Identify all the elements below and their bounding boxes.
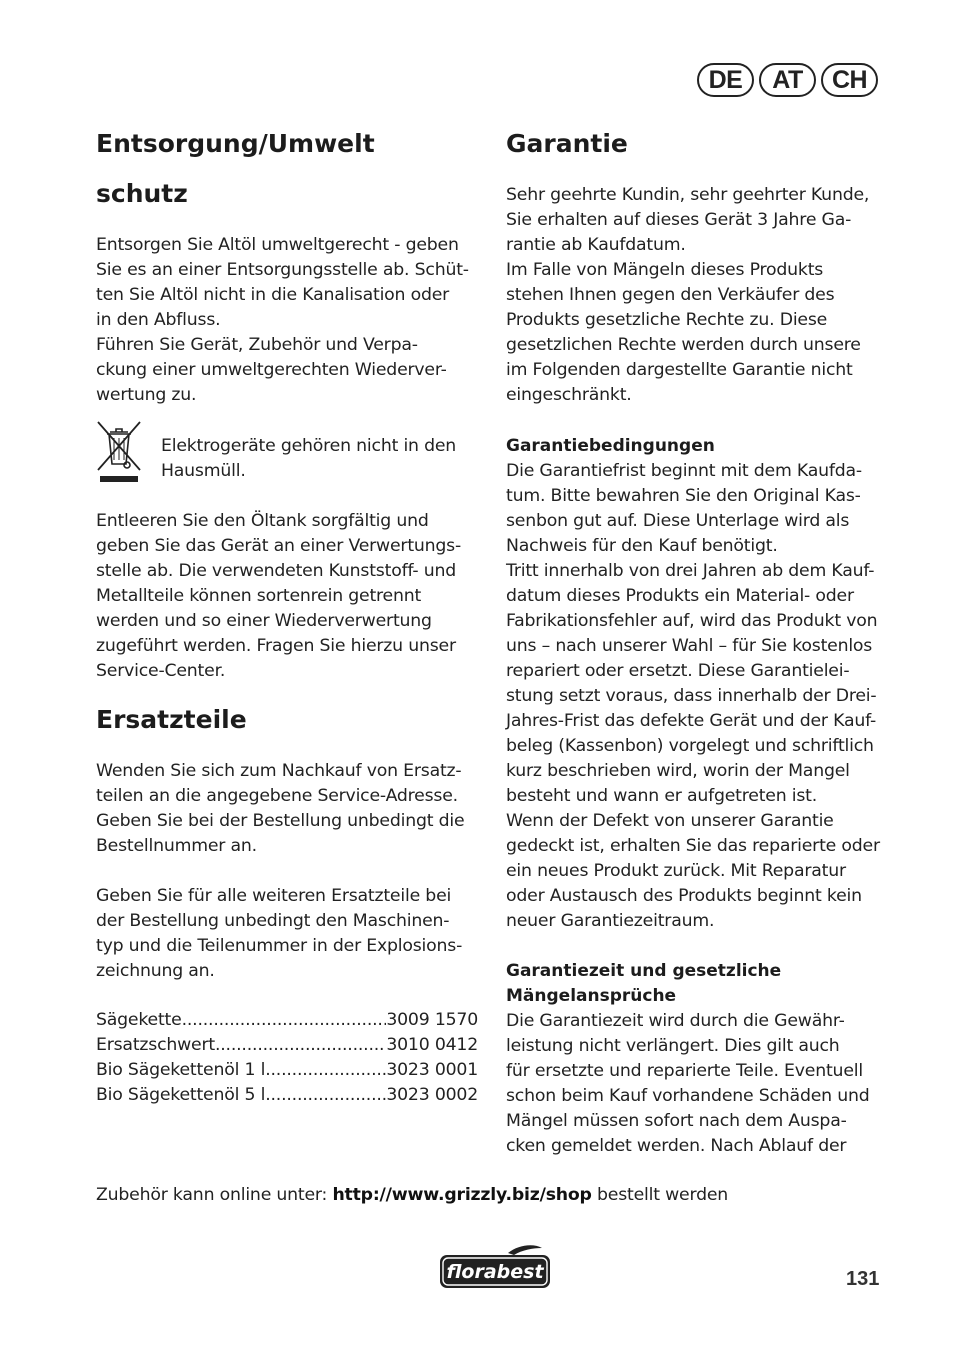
- list-item: [96, 1058, 478, 1083]
- badge-at: AT: [759, 63, 816, 97]
- part-number: 3010 0412: [386, 1035, 478, 1055]
- list-item: [96, 1033, 478, 1058]
- period-paragraph: Die Garantiezeit wird durch die Gewähr- leistung nicht verlängert. Dies gilt auch für ersetzte und reparierte Teile. Eventuell schon beim Kauf vorhandene Schäden und Mängel müssen sofort nach dem Auspa- cken gemeldet werden. Nach Ablauf der: [506, 1011, 870, 1156]
- weee-text: Elektrogeräte gehören nicht in den Hausmüll.: [161, 436, 457, 481]
- heading-disposal-cont: schutz: [96, 179, 188, 208]
- tank-paragraph: Entleeren Sie den Öltank sorgfältig und geben Sie das Gerät an einer Verwertungs- stelle ab. Die verwendeten Kunststoff- und Metallteile können sortenrein getrennt werden und so einer Wiederverwertung zugeführt werden. Fragen Sie hierzu unser Service-Center.: [96, 511, 462, 681]
- dot-leader: [265, 1058, 386, 1083]
- heading-disposal: Entsorgung/Umwelt: [96, 129, 375, 158]
- part-name: Bio Sägekettenöl 1 l: [96, 1060, 266, 1080]
- heading-warranty: Garantie: [506, 129, 628, 158]
- spare-parts-list: [96, 1008, 478, 1108]
- part-number: 3009 1570: [386, 1010, 478, 1030]
- badge-de: DE: [697, 63, 754, 97]
- country-badges: [697, 63, 878, 97]
- dot-leader: [182, 1008, 387, 1033]
- page-number: 131: [846, 1268, 880, 1290]
- part-name: Bio Sägekettenöl 5 l: [96, 1085, 266, 1105]
- list-item: [96, 1083, 478, 1108]
- list-item: [96, 1008, 478, 1033]
- conditions-paragraph: Die Garantiefrist beginnt mit dem Kaufda- tum. Bitte bewahren Sie den Original Kas- senbon gut auf. Diese Unterlage wird als Nachweis für den Kauf benötigt. Tritt innerhalb von drei Jahren ab dem Kauf- datum dieses Produkts ein Material- oder Fabrikationsfehler auf, wird das Produkt von uns – nach unserer Wahl – für Sie kostenlos repariert oder ersetzt. Diese Garantielei- stung setzt voraus, dass innerhalb der Drei- Jahres-Frist das defekte Gerät und der Kauf- beleg (Kassenbon) vorgelegt und schriftlich kurz beschrieben wird, worin der Mangel besteht und wann er aufgetreten ist. Wenn der Defekt von unserer Garantie gedeckt ist, erhalten Sie das reparierte oder ein neues Produkt zurück. Mit Reparatur oder Austausch des Produkts beginnt kein neuer Garantiezeitraum.: [506, 461, 880, 931]
- heading-warranty-conditions: Garantiebedingungen: [506, 436, 715, 456]
- spare-parts-paragraph-1: Wenden Sie sich zum Nachkauf von Ersatz- teilen an die angegebene Service-Adresse. Geben Sie bei der Bestellung unbedingt die Bestellnummer an.: [96, 761, 465, 856]
- florabest-logo: [438, 1244, 552, 1290]
- accessories-suffix: bestellt werden: [591, 1185, 729, 1205]
- heading-warranty-period-cont: Mängelansprüche: [506, 986, 677, 1006]
- dot-leader: [265, 1083, 386, 1108]
- crossed-out-wheelie-bin-icon: [96, 420, 142, 486]
- accessories-prefix: Zubehör kann online unter:: [96, 1185, 333, 1205]
- badge-ch: CH: [821, 63, 878, 97]
- shop-link[interactable]: http://www.grizzly.biz/shop: [332, 1185, 592, 1205]
- part-name: Ersatzschwert: [96, 1035, 215, 1055]
- logo-text: florabest: [446, 1261, 544, 1283]
- spare-parts-paragraph-2: Geben Sie für alle weiteren Ersatzteile bei der Bestellung unbedingt den Maschinen- typ und die Teilenummer in der Explosions- zeichnung an.: [96, 886, 463, 981]
- heading-warranty-period: Garantiezeit und gesetzliche: [506, 961, 782, 981]
- accessories-note: [96, 1183, 728, 1208]
- warranty-paragraph: Sehr geehrte Kundin, sehr geehrter Kunde, Sie erhalten auf dieses Gerät 3 Jahre Ga- rantie ab Kaufdatum. Im Falle von Mängeln dieses Produkts stehen Ihnen gegen den Verkäufer des Produkts gesetzliche Rechte zu. Diese gesetzlichen Rechte werden durch unsere im Folgenden dargestellte Garantie nicht eingeschränkt.: [506, 185, 870, 405]
- disposal-paragraph: Entsorgen Sie Altöl umweltgerecht - geben Sie es an einer Entsorgungsstelle ab. Schüt- ten Sie Altöl nicht in die Kanalisation oder in den Abfluss. Führen Sie Gerät, Zubehör und Verpa- ckung einer umweltgerechten Wiederver- wertung zu.: [96, 235, 469, 405]
- part-number: 3023 0002: [386, 1085, 478, 1105]
- part-number: 3023 0001: [386, 1060, 478, 1080]
- part-name: Sägekette: [96, 1010, 182, 1030]
- dot-leader: [215, 1033, 386, 1058]
- heading-spare-parts: Ersatzteile: [96, 705, 247, 734]
